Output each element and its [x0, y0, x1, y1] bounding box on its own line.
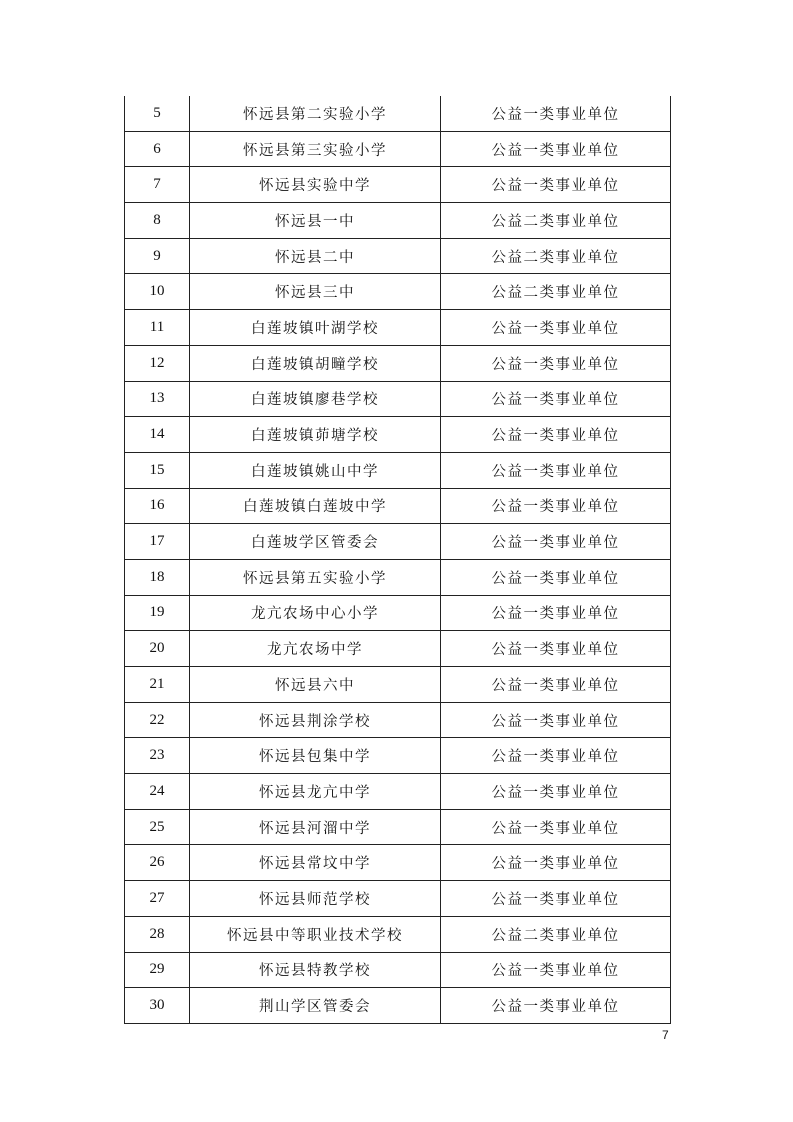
table-row: [125, 417, 671, 453]
institution-type-cell: 公益一类事业单位: [441, 310, 671, 346]
institution-type-cell: 公益一类事业单位: [441, 167, 671, 203]
institution-name-cell: 怀远县第三实验小学: [190, 131, 441, 167]
row-index-cell: 7: [125, 167, 190, 203]
table-row: [125, 595, 671, 631]
institution-type-cell: 公益一类事业单位: [441, 988, 671, 1024]
row-index-cell: 29: [125, 952, 190, 988]
table-row: [125, 667, 671, 703]
institution-name-cell: 龙亢农场中心小学: [190, 595, 441, 631]
row-index-cell: 13: [125, 381, 190, 417]
row-index-cell: 10: [125, 274, 190, 310]
institution-name-cell: 怀远县常坟中学: [190, 845, 441, 881]
table-row: [125, 274, 671, 310]
institution-type-cell: 公益二类事业单位: [441, 916, 671, 952]
row-index-cell: 27: [125, 881, 190, 917]
row-index-cell: 8: [125, 203, 190, 239]
institution-name-cell: 怀远县六中: [190, 667, 441, 703]
table-row: [125, 488, 671, 524]
institution-name-cell: 白莲坡学区管委会: [190, 524, 441, 560]
table-row: [125, 524, 671, 560]
institution-name-cell: 白莲坡镇姚山中学: [190, 452, 441, 488]
table-row: [125, 452, 671, 488]
table-row: [125, 702, 671, 738]
table-row: [125, 96, 671, 131]
row-index-cell: 20: [125, 631, 190, 667]
table-row: [125, 167, 671, 203]
row-index-cell: 17: [125, 524, 190, 560]
table-row: [125, 809, 671, 845]
page-number: 7: [662, 1028, 669, 1042]
table-row: [125, 774, 671, 810]
institution-name-cell: 怀远县特教学校: [190, 952, 441, 988]
institution-name-cell: 白莲坡镇廖巷学校: [190, 381, 441, 417]
table-row: [125, 845, 671, 881]
institution-type-cell: 公益一类事业单位: [441, 881, 671, 917]
institution-name-cell: 怀远县一中: [190, 203, 441, 239]
row-index-cell: 11: [125, 310, 190, 346]
row-index-cell: 28: [125, 916, 190, 952]
table-row: [125, 916, 671, 952]
institution-type-cell: 公益一类事业单位: [441, 595, 671, 631]
row-index-cell: 24: [125, 774, 190, 810]
institution-name-cell: 怀远县实验中学: [190, 167, 441, 203]
row-index-cell: 14: [125, 417, 190, 453]
table-row: [125, 310, 671, 346]
institution-type-cell: 公益一类事业单位: [441, 131, 671, 167]
institution-name-cell: 怀远县中等职业技术学校: [190, 916, 441, 952]
institution-type-cell: 公益二类事业单位: [441, 203, 671, 239]
institution-type-cell: 公益一类事业单位: [441, 488, 671, 524]
table-row: [125, 738, 671, 774]
institution-type-cell: 公益一类事业单位: [441, 845, 671, 881]
institution-name-cell: 龙亢农场中学: [190, 631, 441, 667]
institution-name-cell: 白莲坡镇白莲坡中学: [190, 488, 441, 524]
institution-name-cell: 怀远县荆涂学校: [190, 702, 441, 738]
institution-name-cell: 怀远县第五实验小学: [190, 559, 441, 595]
institution-name-cell: 怀远县第二实验小学: [190, 96, 441, 131]
row-index-cell: 9: [125, 238, 190, 274]
table-row: [125, 345, 671, 381]
institution-type-cell: 公益一类事业单位: [441, 774, 671, 810]
institution-type-cell: 公益一类事业单位: [441, 559, 671, 595]
institution-name-cell: 白莲坡镇茆塘学校: [190, 417, 441, 453]
institution-name-cell: 荆山学区管委会: [190, 988, 441, 1024]
row-index-cell: 23: [125, 738, 190, 774]
institution-name-cell: 白莲坡镇胡疃学校: [190, 345, 441, 381]
institution-name-cell: 怀远县河溜中学: [190, 809, 441, 845]
institution-type-cell: 公益二类事业单位: [441, 274, 671, 310]
table-row: [125, 131, 671, 167]
institution-name-cell: 怀远县三中: [190, 274, 441, 310]
row-index-cell: 30: [125, 988, 190, 1024]
row-index-cell: 26: [125, 845, 190, 881]
row-index-cell: 19: [125, 595, 190, 631]
table-body: [125, 96, 671, 1023]
row-index-cell: 21: [125, 667, 190, 703]
institution-type-cell: 公益一类事业单位: [441, 524, 671, 560]
institution-type-cell: 公益一类事业单位: [441, 452, 671, 488]
table-row: [125, 988, 671, 1024]
row-index-cell: 22: [125, 702, 190, 738]
row-index-cell: 15: [125, 452, 190, 488]
institution-name-cell: 怀远县龙亢中学: [190, 774, 441, 810]
row-index-cell: 16: [125, 488, 190, 524]
institution-type-cell: 公益一类事业单位: [441, 96, 671, 131]
table-row: [125, 631, 671, 667]
institution-type-cell: 公益一类事业单位: [441, 417, 671, 453]
institution-name-cell: 怀远县包集中学: [190, 738, 441, 774]
row-index-cell: 6: [125, 131, 190, 167]
institution-type-cell: 公益一类事业单位: [441, 631, 671, 667]
institution-type-cell: 公益二类事业单位: [441, 238, 671, 274]
table-row: [125, 203, 671, 239]
institution-type-cell: 公益一类事业单位: [441, 345, 671, 381]
institution-name-cell: 怀远县师范学校: [190, 881, 441, 917]
row-index-cell: 25: [125, 809, 190, 845]
table-row: [125, 381, 671, 417]
table-row: [125, 952, 671, 988]
institution-type-cell: 公益一类事业单位: [441, 738, 671, 774]
row-index-cell: 5: [125, 96, 190, 131]
row-index-cell: 18: [125, 559, 190, 595]
institution-type-cell: 公益一类事业单位: [441, 952, 671, 988]
row-index-cell: 12: [125, 345, 190, 381]
institution-type-cell: 公益一类事业单位: [441, 667, 671, 703]
table-row: [125, 238, 671, 274]
institution-type-cell: 公益一类事业单位: [441, 381, 671, 417]
institution-name-cell: 怀远县二中: [190, 238, 441, 274]
institution-type-cell: 公益一类事业单位: [441, 702, 671, 738]
institution-table: [124, 96, 671, 1024]
table-row: [125, 881, 671, 917]
institution-type-cell: 公益一类事业单位: [441, 809, 671, 845]
institution-name-cell: 白莲坡镇叶湖学校: [190, 310, 441, 346]
table-row: [125, 559, 671, 595]
